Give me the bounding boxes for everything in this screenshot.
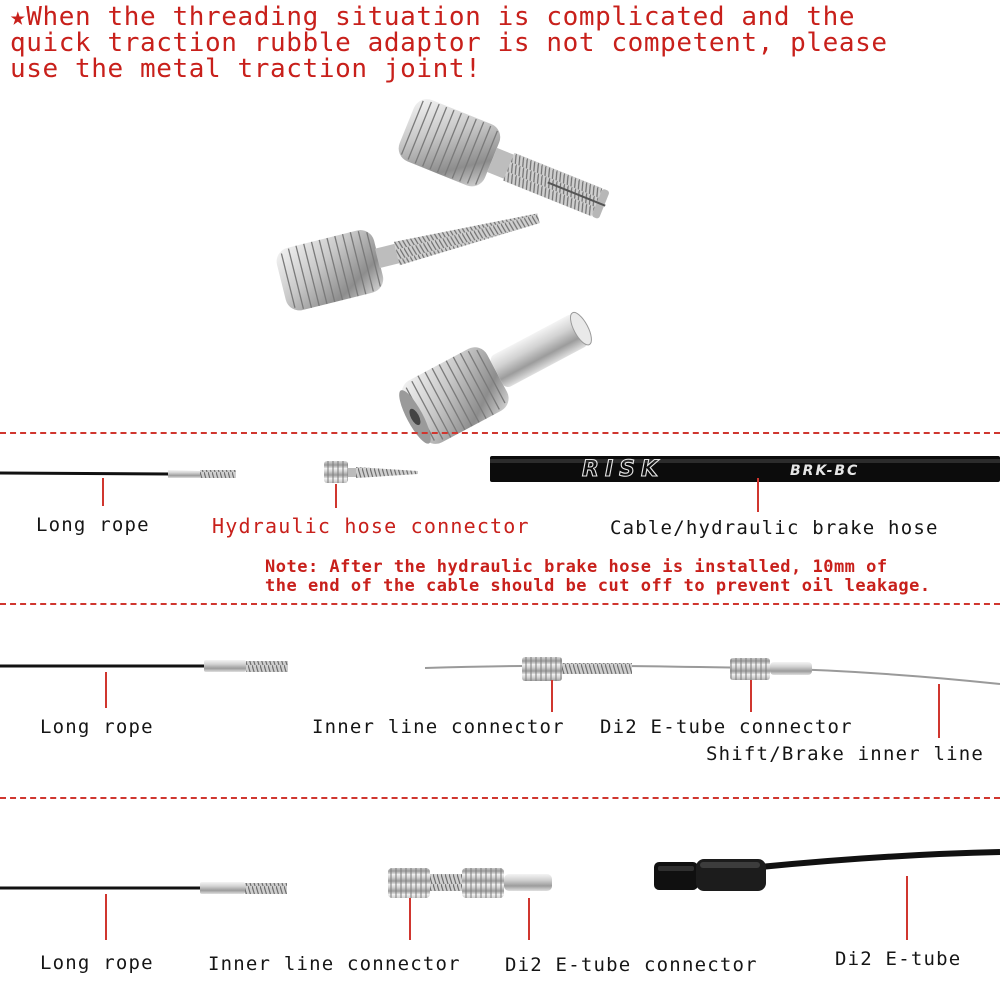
hydraulic-connector-image — [322, 458, 422, 486]
label-inner-line-connector: Inner line connector — [312, 716, 565, 738]
pointer-line — [105, 894, 107, 940]
long-rope-image — [0, 876, 295, 900]
pointer-line — [409, 898, 411, 940]
headline-line-1: ★When the threading situation is complicated and the — [10, 2, 856, 32]
section-divider — [0, 797, 1000, 799]
headline-line-2: quick traction rubble adaptor is not competent, please — [10, 28, 888, 58]
star-icon: ★ — [10, 2, 27, 32]
label-di2-e-tube-connector: Di2 E-tube connector — [600, 716, 853, 738]
label-hydraulic-hose-connector: Hydraulic hose connector — [212, 514, 530, 538]
traction-joint-socket — [395, 295, 610, 435]
pointer-line — [335, 484, 337, 508]
section-divider — [0, 432, 1000, 434]
label-di2-e-tube-connector: Di2 E-tube connector — [505, 954, 758, 976]
traction-joint-slotted — [395, 100, 635, 215]
pointer-line — [938, 684, 940, 738]
section-divider — [0, 603, 1000, 605]
long-rope-image — [0, 462, 240, 486]
pointer-line — [757, 478, 759, 512]
label-long-rope: Long rope — [40, 952, 154, 974]
label-inner-line-connector: Inner line connector — [208, 953, 461, 975]
note-line-2: the end of the cable should be cut off to prevent oil leakage. — [265, 576, 931, 596]
installation-note — [265, 558, 995, 596]
hose-model-text: BRK-BC — [790, 463, 860, 479]
label-di2-e-tube: Di2 E-tube — [835, 948, 962, 970]
hose-brand-text: RISK — [582, 457, 665, 482]
label-shift-brake-inner-line: Shift/Brake inner line — [706, 743, 985, 765]
pointer-line — [906, 876, 908, 940]
brake-hose-image — [490, 452, 1000, 488]
pointer-line — [102, 478, 104, 506]
inner-line-and-di2-connector-image — [385, 864, 560, 904]
pointer-line — [105, 672, 107, 708]
headline — [10, 4, 995, 82]
long-rope-image — [0, 655, 295, 679]
note-line-1: Note: After the hydraulic brake hose is installed, 10mm of — [265, 557, 888, 577]
pointer-line — [528, 898, 530, 940]
pointer-line — [551, 680, 553, 712]
pointer-line — [750, 680, 752, 712]
label-long-rope: Long rope — [36, 514, 150, 536]
di2-e-tube-image — [650, 840, 1000, 900]
label-brake-hose: Cable/hydraulic brake hose — [610, 517, 939, 539]
headline-line-3: use the metal traction joint! — [10, 54, 482, 84]
label-long-rope: Long rope — [40, 716, 154, 738]
shift-brake-inner-line-image — [425, 654, 1000, 694]
